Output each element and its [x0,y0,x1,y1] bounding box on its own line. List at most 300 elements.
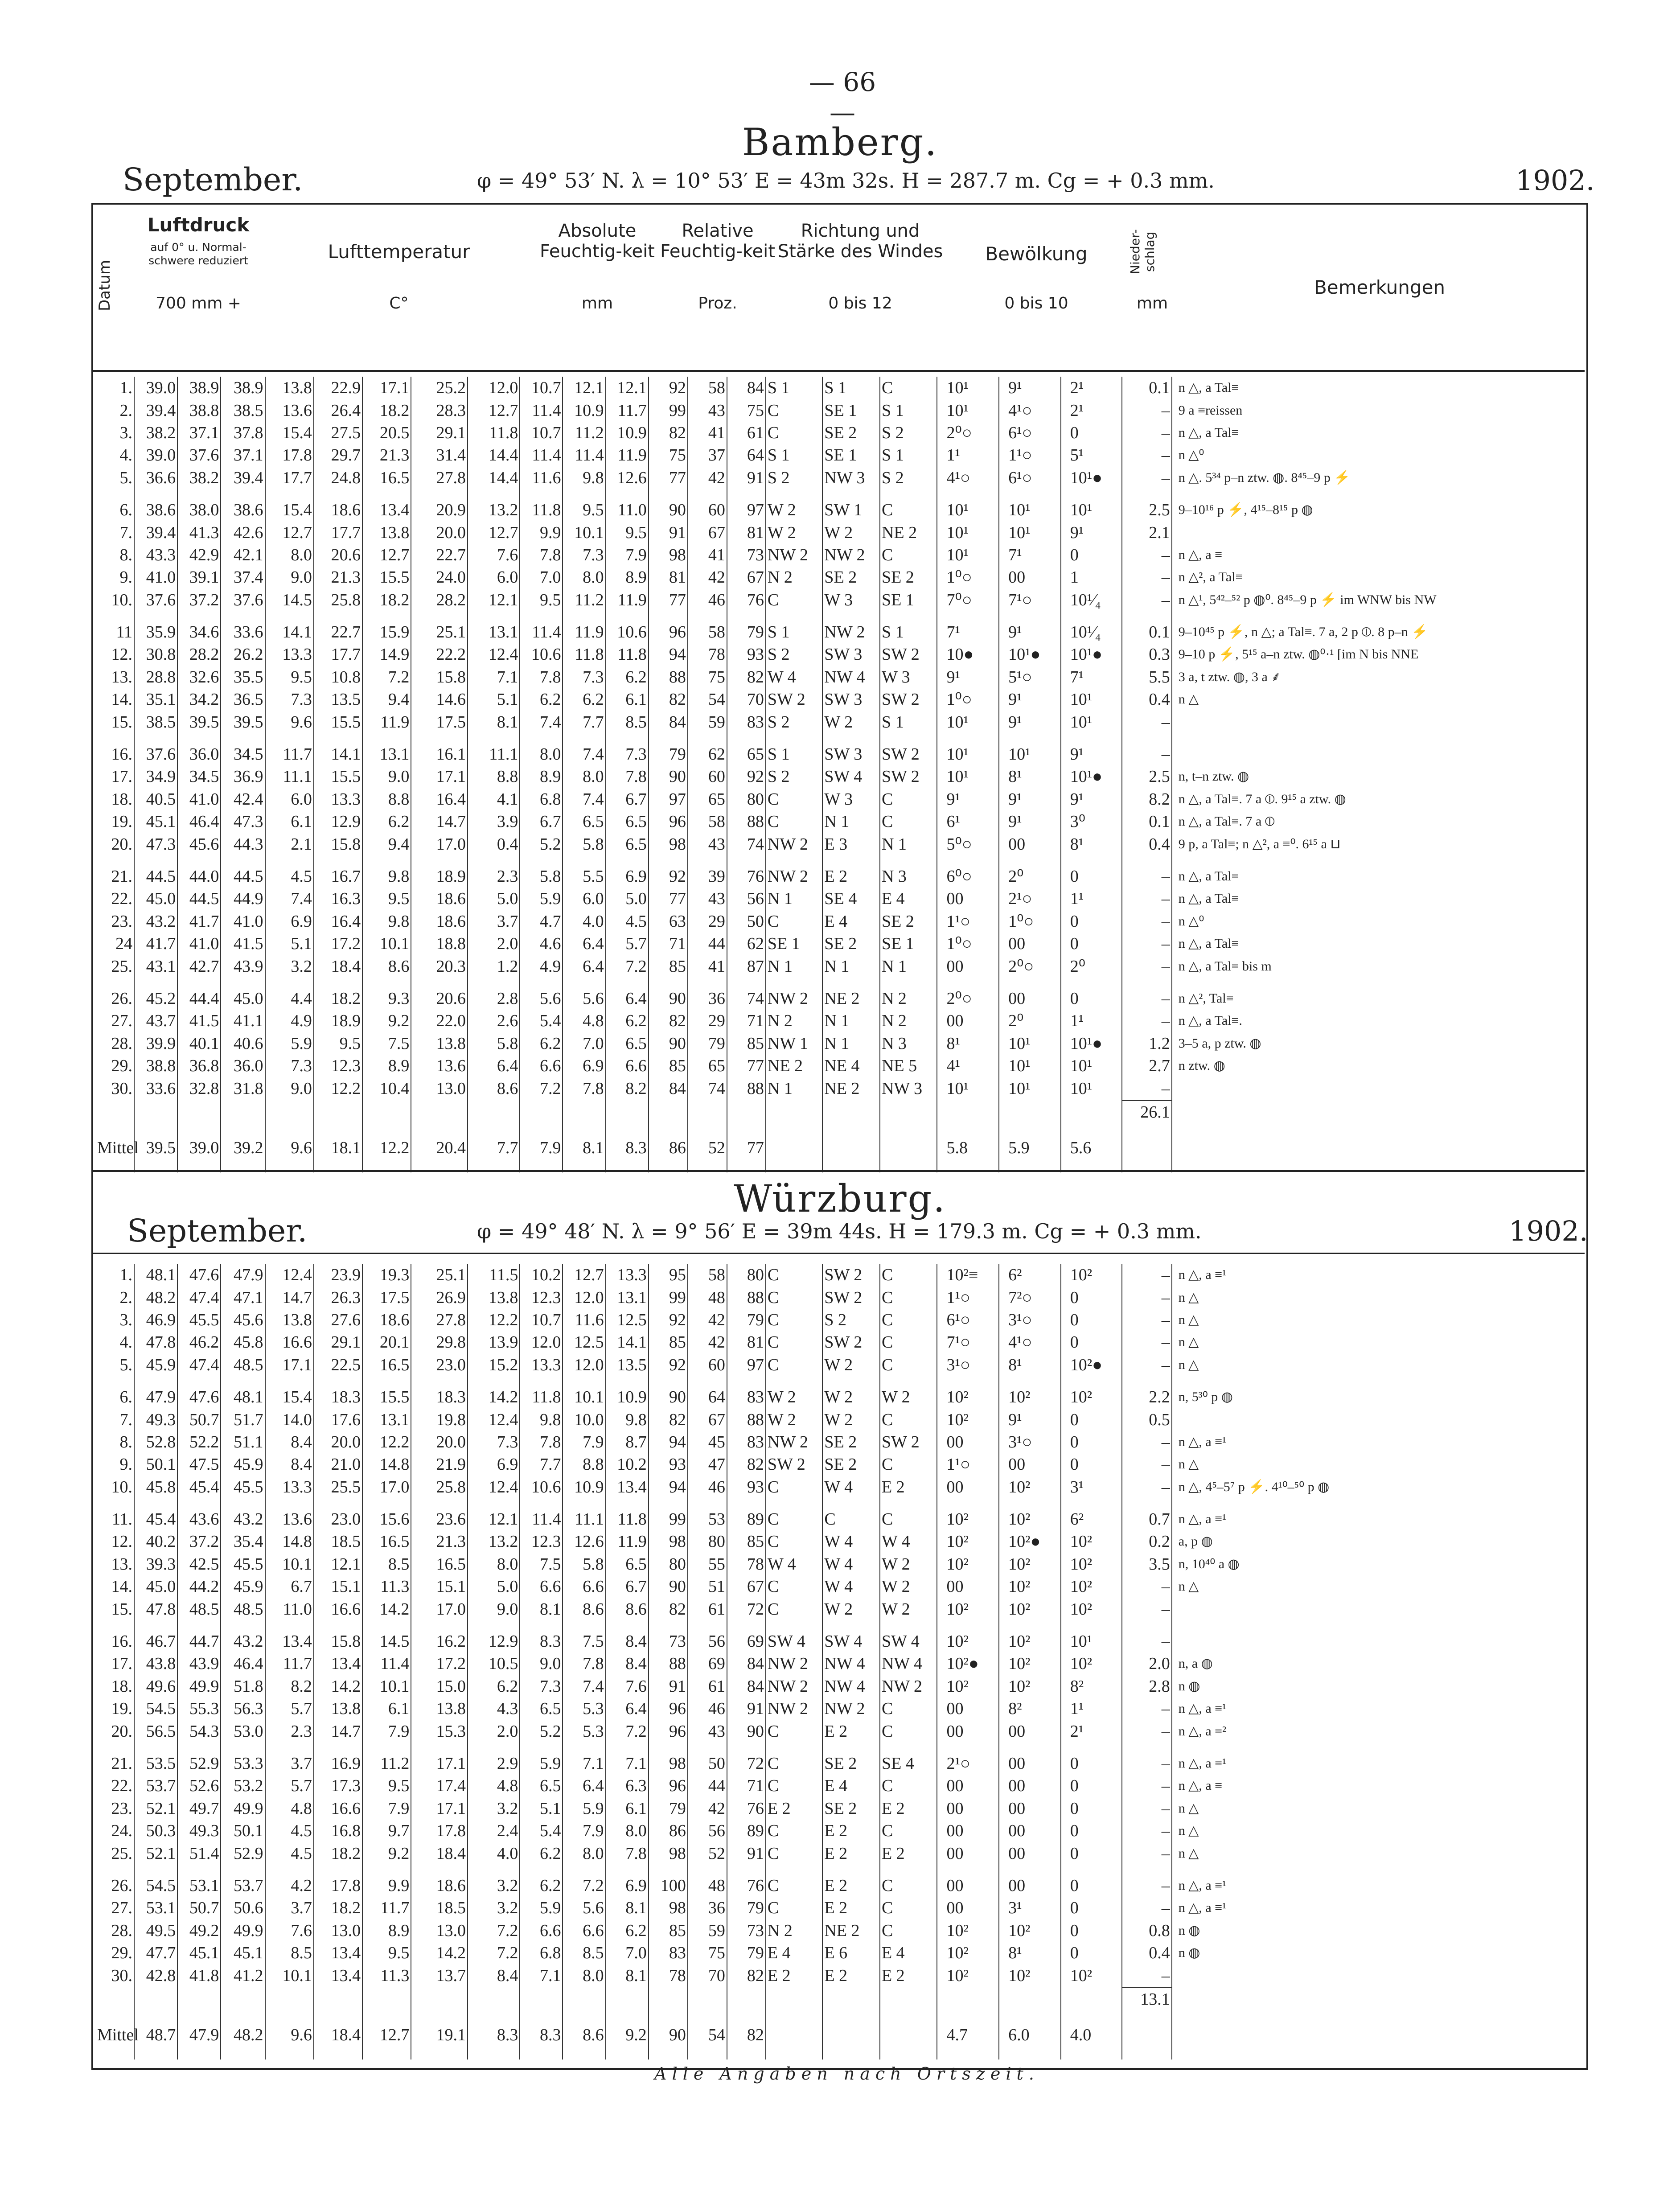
cell-r: 42 [688,1797,727,1820]
cell-p: 49.9 [177,1675,221,1698]
cell-cloud: 6.0 [999,2010,1061,2059]
cell-notes [1172,1630,1582,1652]
cell-date: 19. [111,1699,133,1718]
cell-t: 18.6 [411,1874,468,1897]
cell-a: 8.3 [606,1123,649,1172]
data-table-bamberg [96,377,1582,1172]
cell-cloud: 1¹○ [937,1453,999,1476]
cell-r: 97 [649,788,688,810]
cell-precip [1122,1376,1171,1386]
cell-dir: W 2 [822,1386,880,1408]
cell-precip: – [1122,444,1171,466]
cell-cloud: 10² [999,1630,1061,1652]
cell-r [688,1987,727,2010]
cell-cloud [937,1865,999,1874]
cell-date: 30. [111,1966,133,1985]
cell-cloud: 10² [999,1386,1061,1408]
cell-r: 74 [688,1077,727,1100]
cell-dir: C [766,1842,823,1864]
cell-r: 41 [688,422,727,444]
cell-dir [766,1498,823,1508]
cell-r: 78 [727,1553,766,1575]
cell-dir: S 2 [766,711,823,733]
cell-a: 8.6 [563,1598,605,1620]
cell-t: 22.2 [411,643,468,666]
cell-t: 11.1 [265,765,314,788]
cell-p: 53.1 [177,1874,221,1897]
cell-a: 8.1 [520,1598,563,1620]
cell-p [177,1865,221,1874]
cell-r: 56 [688,1820,727,1842]
table-row [96,1508,1582,1530]
cell-t: 18.2 [362,589,411,611]
cell-a [520,489,563,499]
cell-r: 90 [649,1575,688,1598]
cell-t: 14.0 [265,1408,314,1431]
cell-cloud: 0 [1061,1820,1122,1842]
cell-dir: S 1 [880,711,937,733]
cell-a [520,978,563,987]
cell-p [177,489,221,499]
table-row [96,1752,1582,1775]
cell-t: 13.6 [411,1055,468,1077]
cell-p [177,1620,221,1630]
cell-r: 47 [688,1453,727,1476]
cell-cloud: 10² [1061,1264,1122,1286]
cell-p: 53.7 [221,1874,265,1897]
cell-a: 7.2 [606,1720,649,1742]
cell-a: 6.1 [606,1797,649,1820]
cell-dir: C [766,1331,823,1353]
cell-dir: S 2 [880,467,937,489]
cell-t: 16.6 [314,1797,362,1820]
cell-p: 38.8 [134,1055,177,1077]
cell-t: 10.1 [362,933,411,955]
cell-cloud: 10² [1061,1598,1122,1620]
cell-notes [1172,1987,1582,2010]
cell-t: 18.3 [314,1386,362,1408]
cell-notes: n ztw. ◍ [1172,1055,1582,1077]
cell-r: 62 [727,933,766,955]
cell-cloud: 0 [1061,1309,1122,1331]
cell-r: 81 [727,521,766,543]
cell-dir: S 2 [766,765,823,788]
cell-t: 13.6 [265,1508,314,1530]
cell-t: 3.7 [468,910,520,933]
cell-r: 77 [649,589,688,611]
cell-p: 34.2 [177,688,221,711]
cell-dir: SW 4 [822,765,880,788]
cell-notes: n △ [1172,1842,1582,1864]
cell-cloud: 00 [937,888,999,910]
cell-r: 65 [727,743,766,765]
cell-p: 37.6 [134,589,177,611]
cell-a [563,978,605,987]
cell-a: 10.2 [520,1264,563,1286]
cell-dir [880,733,937,743]
cell-r: 76 [727,865,766,888]
cell-precip: – [1122,1476,1171,1498]
cell-t: 17.2 [411,1652,468,1675]
cell-dir: W 2 [880,1386,937,1408]
cell-dir: C [880,1309,937,1331]
cell-cloud: 10¹ [937,377,999,399]
cell-t: 23.0 [411,1354,468,1376]
cell-cloud [1061,733,1122,743]
cell-r: 85 [727,1530,766,1553]
cell-notes: n, 10⁴⁰ a ◍ [1172,1553,1582,1575]
table-row [96,544,1582,566]
cell-date: 10. [111,1477,133,1496]
cell-t: 13.0 [411,1077,468,1100]
cell-date: 13. [111,667,133,686]
cell-cloud: 2¹○ [999,888,1061,910]
table-row [96,422,1582,444]
cell-r: 76 [727,1797,766,1820]
cell-t: 4.2 [265,1874,314,1897]
cell-t: 13.8 [411,1698,468,1720]
cell-t [411,1100,468,1123]
cell-a: 8.9 [520,765,563,788]
cell-precip: – [1122,1264,1171,1286]
cell-p [177,1498,221,1508]
cell-t [265,978,314,987]
cell-t: 6.4 [468,1055,520,1077]
cell-a: 6.8 [520,1942,563,1964]
cell-dir: N 2 [766,1920,823,1942]
cell-t [468,1376,520,1386]
cell-precip: 2.1 [1122,521,1171,543]
cell-r: 65 [688,788,727,810]
cell-r [688,1376,727,1386]
cell-t: 16.5 [362,1354,411,1376]
cell-t: 14.9 [362,643,411,666]
cell-r [688,733,727,743]
table-row [96,1720,1582,1742]
cell-t [314,611,362,621]
cell-precip: 0.4 [1122,833,1171,855]
cell-dir [880,489,937,499]
cell-t: 7.6 [265,1920,314,1942]
cell-t: 4.5 [265,1820,314,1842]
cell-p: 39.4 [134,399,177,421]
cell-p: 48.1 [221,1386,265,1408]
cell-dir: NW 2 [766,544,823,566]
cell-t: 11.4 [362,1652,411,1675]
cell-cloud: 10² [937,1598,999,1620]
cell-dir: SW 2 [822,1264,880,1286]
table-row [96,1530,1582,1553]
cell-dir: C [766,810,823,833]
cell-t: 1.2 [468,955,520,977]
cell-p: 35.1 [134,688,177,711]
cell-notes [1172,733,1582,743]
cell-t: 12.7 [468,521,520,543]
cell-a: 7.3 [520,1675,563,1698]
cell-cloud: 1⁰○ [937,688,999,711]
cell-r [649,489,688,499]
cell-p: 47.5 [177,1453,221,1476]
cell-dir [766,611,823,621]
cell-cloud [999,1743,1061,1752]
cell-cloud: 2⁰○ [937,422,999,444]
cell-precip: – [1122,1698,1171,1720]
cell-a: 10.1 [563,521,605,543]
cell-t: 21.0 [314,1453,362,1476]
cell-r [688,1620,727,1630]
cell-dir: W 4 [880,1530,937,1553]
cell-date: 24 [115,934,133,954]
cell-cloud: 9¹ [999,688,1061,711]
cell-dir: E 2 [766,1797,823,1820]
cell-t [411,1865,468,1874]
cell-notes: n, t–n ztw. ◍ [1172,765,1582,788]
cell-dir [822,1498,880,1508]
cell-cloud: 2¹ [1061,399,1122,421]
cell-t: 23.0 [314,1508,362,1530]
cell-t: 16.5 [362,467,411,489]
cell-a: 6.2 [606,666,649,688]
mean-row [96,1123,1582,1172]
cell-p: 46.7 [134,1630,177,1652]
cell-precip: – [1122,1720,1171,1742]
cell-t: 13.3 [314,788,362,810]
cell-precip: 8.2 [1122,788,1171,810]
table-row [96,521,1582,543]
cell-p: 41.7 [134,933,177,955]
cell-t: 4.4 [265,987,314,1010]
cell-t: 3.2 [468,1797,520,1820]
cell-r: 84 [727,377,766,399]
header-date: Datum [96,259,114,311]
cell-r: 82 [649,1598,688,1620]
cell-t: 11.9 [362,711,411,733]
cell-dir: C [880,1453,937,1476]
cell-a [606,978,649,987]
cell-cloud: 00 [937,1820,999,1842]
cell-t: 18.2 [362,399,411,421]
cell-cloud: 0 [1061,1752,1122,1775]
cell-t: 19.1 [411,2010,468,2059]
cell-r: 29 [688,1010,727,1032]
cell-r: 91 [727,467,766,489]
cell-cloud: 7¹○ [999,589,1061,611]
cell-precip [1122,1123,1171,1172]
cell-a: 10.6 [606,621,649,643]
cell-t: 17.0 [362,1476,411,1498]
cell-cloud [999,1620,1061,1630]
cell-r [649,611,688,621]
cell-notes: n △², a Tal≡ [1172,566,1582,588]
cell-t: 18.4 [314,2010,362,2059]
cell-p [221,1865,265,1874]
cell-dir: N 1 [880,955,937,977]
cell-notes [1172,2010,1582,2059]
cell-dir: N 2 [880,1010,937,1032]
cell-t: 9.0 [362,765,411,788]
cell-a: 7.8 [563,1077,605,1100]
cell-notes [1172,1123,1582,1172]
cell-a: 9.2 [606,2010,649,2059]
cell-dir: C [766,1874,823,1897]
cell-p: 41.0 [177,933,221,955]
cell-a: 10.9 [563,399,605,421]
cell-dir [822,1376,880,1386]
cell-p: 41.1 [221,1010,265,1032]
cell-notes: n △, a ≡¹ [1172,1752,1582,1775]
cell-a: 10.6 [520,643,563,666]
cell-dir [766,1123,823,1172]
cell-a: 5.9 [563,1797,605,1820]
cell-t: 12.1 [468,589,520,611]
cell-t: 11.5 [468,1264,520,1286]
cell-r: 79 [727,1897,766,1919]
cell-p: 30.8 [134,643,177,666]
cell-dir: W 4 [822,1553,880,1575]
cell-a: 6.9 [606,865,649,888]
cell-p: 41.2 [221,1964,265,1987]
cell-dir: C [880,1920,937,1942]
cell-a: 11.4 [520,399,563,421]
cell-a: 7.1 [606,1752,649,1775]
cell-t: 17.0 [411,1598,468,1620]
cell-r: 64 [727,444,766,466]
cell-r: 77 [649,888,688,910]
cell-p: 47.9 [177,2010,221,2059]
cell-cloud: 10²● [1061,1354,1122,1376]
cell-a: 7.1 [520,1964,563,1987]
cell-r [688,1865,727,1874]
cell-precip: – [1122,1964,1171,1987]
cell-p: 34.9 [134,765,177,788]
cell-t: 13.8 [468,1286,520,1308]
cell-dir: SW 2 [880,688,937,711]
cell-dir: W 2 [766,1408,823,1431]
cell-t: 3.9 [468,810,520,833]
cell-t: 23.6 [411,1508,468,1530]
cell-a: 11.4 [563,444,605,466]
cell-dir: SE 4 [822,888,880,910]
cell-p: 38.6 [221,499,265,521]
cell-dir [880,1987,937,2010]
cell-dir: SW 2 [822,1286,880,1308]
cell-dir: SE 2 [880,910,937,933]
cell-a: 9.0 [520,1652,563,1675]
cell-t: 8.2 [265,1675,314,1698]
cell-precip: 0.1 [1122,810,1171,833]
cell-a: 5.6 [563,1897,605,1919]
table-row [96,1775,1582,1797]
cell-a: 8.9 [606,566,649,588]
cell-dir: S 1 [766,444,823,466]
cell-date [96,1498,134,1508]
cell-notes: n △, a ≡² [1172,1720,1582,1742]
cell-p [221,855,265,865]
cell-a [563,1865,605,1874]
cell-dir: SW 2 [822,1331,880,1353]
cell-p [134,855,177,865]
cell-cloud: 0 [1061,1431,1122,1453]
cell-p: 43.9 [221,955,265,977]
cell-t: 13.8 [362,521,411,543]
cell-p: 33.6 [134,1077,177,1100]
cell-t: 13.8 [314,1698,362,1720]
cell-r: 93 [649,1453,688,1476]
cell-notes: n △, a Tal≡ [1172,888,1582,910]
cell-t: 17.4 [411,1775,468,1797]
cell-dir [880,1100,937,1123]
cell-cloud: 10² [937,1408,999,1431]
cell-p: 36.9 [221,765,265,788]
cell-r: 42 [688,566,727,588]
cell-t: 22.9 [314,377,362,399]
cell-r [727,1100,766,1123]
cell-date: 17. [111,1654,133,1673]
cell-a [520,1498,563,1508]
table-row [96,1331,1582,1353]
cell-precip [1122,2010,1171,2059]
cell-a: 10.7 [520,377,563,399]
cell-date: 24. [111,1821,133,1841]
cell-cloud: 00 [999,987,1061,1010]
table-row [96,788,1582,810]
cell-p [134,978,177,987]
cell-cloud: 10²● [937,1652,999,1675]
cell-t: 15.4 [265,422,314,444]
cell-date: 4. [119,446,133,465]
cell-date [96,978,134,987]
cell-t: 13.3 [265,1476,314,1498]
cell-cloud: 3¹ [1061,1476,1122,1498]
cell-t: 18.5 [411,1897,468,1919]
cell-r: 88 [727,1077,766,1100]
cell-t: 9.4 [362,688,411,711]
cell-notes: n △ [1172,1331,1582,1353]
cell-cloud: 10¹ [937,1077,999,1100]
cell-a: 6.6 [563,1920,605,1942]
sum-row [96,1987,1582,2010]
cell-p: 28.8 [134,666,177,688]
cell-t: 13.4 [265,1630,314,1652]
cell-r [727,1620,766,1630]
cell-p: 53.2 [221,1775,265,1797]
cell-t: 3.2 [468,1874,520,1897]
cell-dir: SE 2 [822,566,880,588]
cell-a: 7.2 [563,1874,605,1897]
cell-r: 46 [688,589,727,611]
cell-dir: C [822,1508,880,1530]
cell-t: 4.9 [265,1010,314,1032]
cell-t: 31.4 [411,444,468,466]
cell-precip: 13.1 [1122,1987,1171,2010]
cell-r: 98 [649,1752,688,1775]
cell-dir: C [880,1508,937,1530]
cell-t: 22.5 [314,1354,362,1376]
cell-p: 40.6 [221,1032,265,1055]
table-row [96,1598,1582,1620]
cell-a: 4.0 [563,910,605,933]
cell-a: 7.9 [563,1820,605,1842]
cell-cloud: 10¹ [1061,688,1122,711]
cell-t: 17.1 [265,1354,314,1376]
cell-t [265,489,314,499]
cell-r: 79 [688,1032,727,1055]
cell-p: 28.2 [177,643,221,666]
cell-a: 5.3 [563,1698,605,1720]
cell-dir: C [766,399,823,421]
cell-cloud: 0 [1061,910,1122,933]
cell-dir: SE 1 [880,933,937,955]
